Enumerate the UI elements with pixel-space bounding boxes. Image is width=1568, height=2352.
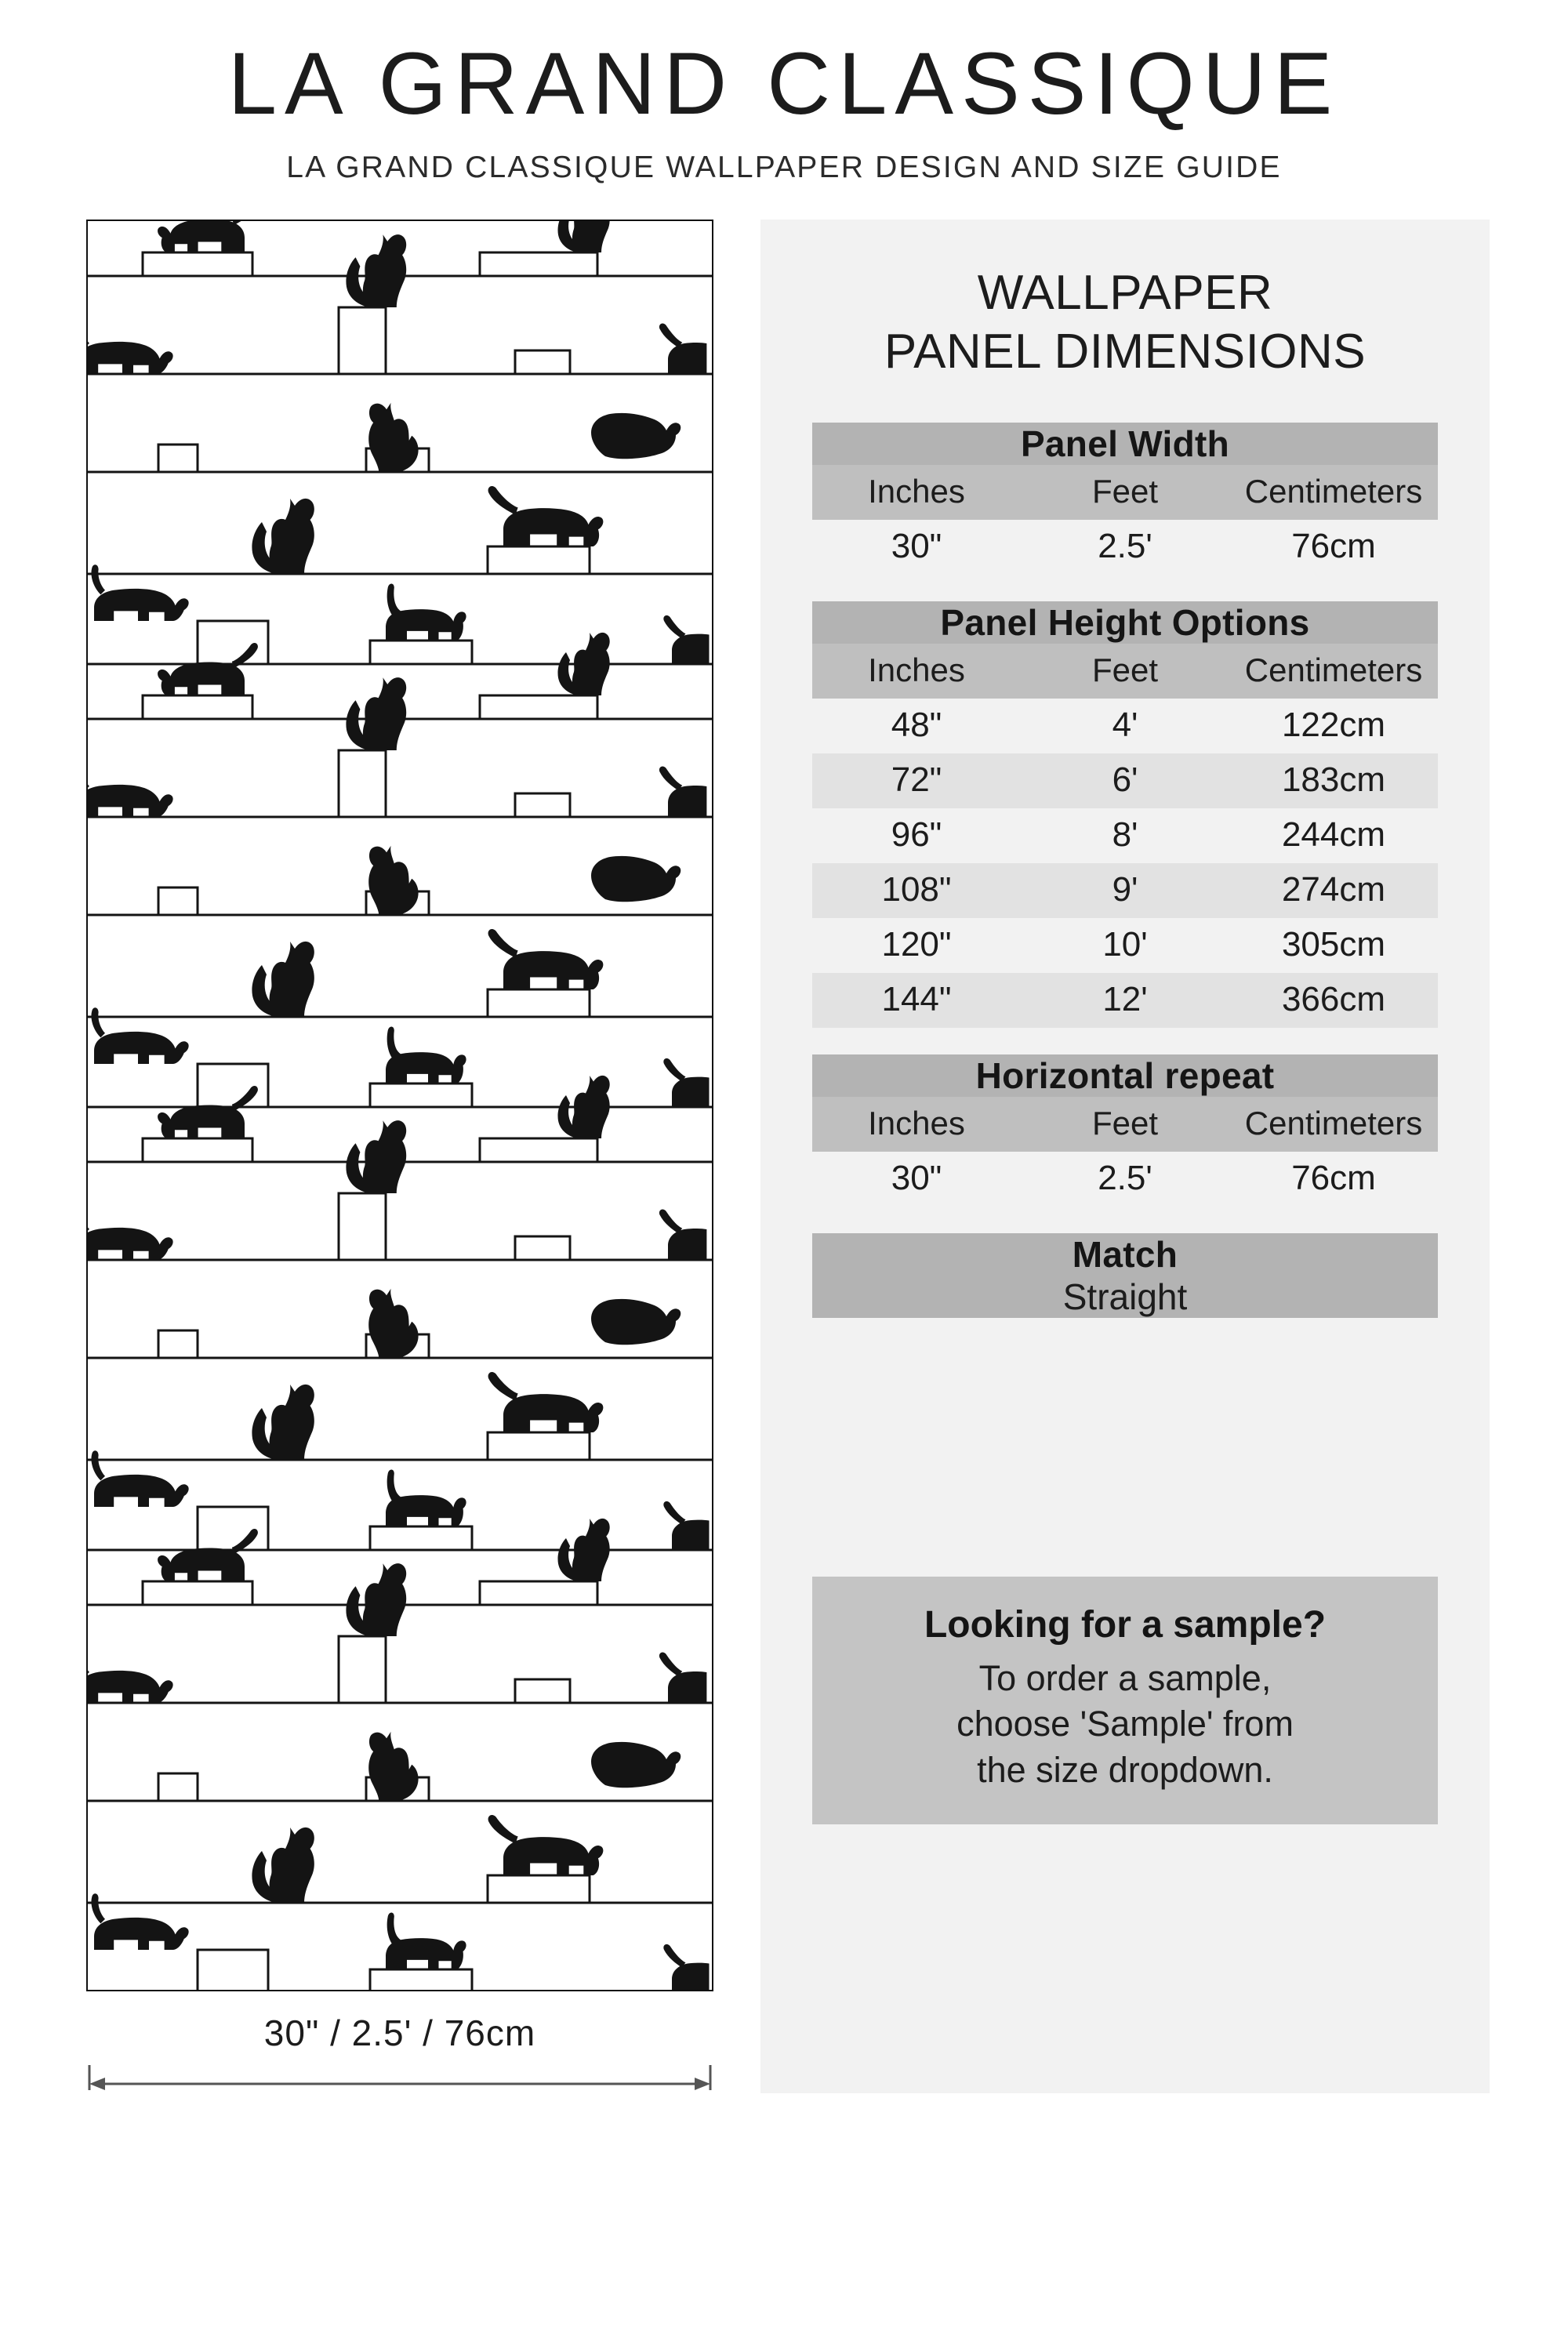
- width-dimension-arrow: [86, 2063, 713, 2095]
- horizontal-repeat-table: [812, 1054, 1438, 1207]
- spec-heading-line2: PANEL DIMENSIONS: [884, 325, 1367, 379]
- table-row: 108" 9' 274cm: [812, 863, 1438, 918]
- sample-title: Looking for a sample?: [924, 1603, 1327, 1646]
- spec-heading-line1: WALLPAPER: [977, 265, 1273, 320]
- panel-height-title: Panel Height Options: [812, 601, 1438, 644]
- horizontal-repeat-col-feet: Feet: [1021, 1097, 1229, 1152]
- spec-panel-heading: [812, 263, 1438, 382]
- horizontal-repeat-col-cm: Centimeters: [1229, 1097, 1438, 1152]
- page-title: LA GRAND CLASSIQUE: [227, 34, 1341, 132]
- horizontal-repeat-header-row: [812, 1097, 1438, 1152]
- panel-width-title: Panel Width: [812, 423, 1438, 465]
- match-title: Match: [812, 1233, 1438, 1276]
- spec-panel: [760, 220, 1490, 2093]
- main-content: [0, 220, 1568, 2099]
- sample-info-box: [812, 1577, 1438, 1825]
- panel-height-col-feet: Feet: [1021, 644, 1229, 699]
- sample-text-line1: To order a sample,: [978, 1657, 1272, 1698]
- panel-width-col-inches: Inches: [812, 465, 1021, 520]
- panel-height-col-cm: Centimeters: [1229, 644, 1438, 699]
- panel-width-cm: 76cm: [1291, 526, 1376, 565]
- panel-width-feet: 2.5': [1098, 526, 1152, 565]
- panel-width-header-row: [812, 465, 1438, 520]
- wallpaper-pattern-preview: [86, 220, 713, 1991]
- cat-pattern-illustration: [88, 221, 713, 1991]
- sample-text-line2: choose 'Sample' from: [956, 1704, 1294, 1744]
- panel-width-callout: [86, 2012, 713, 2099]
- page-subtitle: LA GRAND CLASSIQUE WALLPAPER DESIGN AND SIZE GUIDE: [286, 150, 1282, 184]
- panel-width-inches: 30": [891, 526, 942, 565]
- panel-height-table: [812, 601, 1438, 1028]
- table-row: 72" 6' 183cm: [812, 753, 1438, 808]
- sample-text-line3: the size dropdown.: [977, 1749, 1273, 1790]
- table-row: 96" 8' 244cm: [812, 808, 1438, 863]
- panel-width-callout-label: 30" / 2.5' / 76cm: [263, 2012, 536, 2053]
- panel-width-col-cm: Centimeters: [1229, 465, 1438, 520]
- match-value: Straight: [812, 1276, 1438, 1318]
- pattern-preview-column: [86, 220, 713, 2099]
- table-row: 144" 12' 366cm: [812, 973, 1438, 1028]
- page-header: [0, 0, 1568, 185]
- panel-height-col-inches: Inches: [812, 644, 1021, 699]
- horizontal-repeat-col-inches: Inches: [812, 1097, 1021, 1152]
- match-table: [812, 1233, 1438, 1318]
- panel-height-header-row: [812, 644, 1438, 699]
- panel-width-table: [812, 423, 1438, 575]
- table-row: 30" 2.5' 76cm: [891, 1158, 1376, 1197]
- table-row: [812, 520, 1438, 575]
- table-row: 120" 10' 305cm: [812, 918, 1438, 973]
- horizontal-repeat-title: Horizontal repeat: [812, 1054, 1438, 1097]
- table-row: 48" 4' 122cm: [812, 699, 1438, 753]
- panel-width-col-feet: Feet: [1021, 465, 1229, 520]
